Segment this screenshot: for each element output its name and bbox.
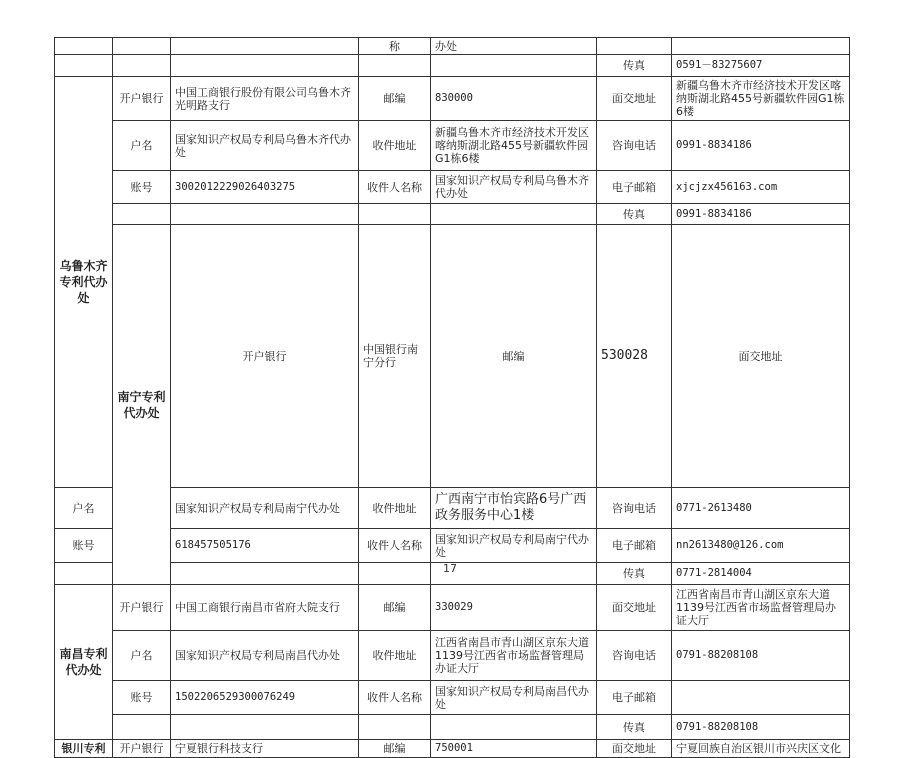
email-label: 电子邮箱: [597, 529, 672, 563]
document-page: [54, 37, 849, 758]
office-name: 乌鲁木齐专利代办处: [55, 77, 113, 488]
empty-cell: [359, 715, 431, 740]
address-label: 面交地址: [597, 585, 672, 631]
fax-value: 0791-88208108: [672, 715, 850, 740]
fax-label: 传真: [597, 563, 672, 585]
address-value: 新疆乌鲁木齐市经济技术开发区喀纳斯湖北路455号新疆软件园G1栋6楼: [672, 77, 850, 121]
empty-cell: [672, 38, 850, 55]
bank-value: 中国工商银行南昌市省府大院支行: [171, 585, 359, 631]
receive-address-label: 收件地址: [359, 488, 431, 529]
phone-value: 0791-88208108: [672, 631, 850, 681]
phone-label: 咨询电话: [597, 121, 672, 171]
address-label: 面交地址: [597, 740, 672, 758]
recipient-label-continued: 称: [359, 38, 431, 55]
postcode-value: 330029: [431, 585, 597, 631]
recipient-label: 收件人名称: [359, 171, 431, 204]
table-row: [55, 631, 850, 681]
postcode-label: 邮编: [359, 77, 431, 121]
fax-label: 传真: [597, 204, 672, 225]
table-row: [55, 715, 850, 740]
table-row: [55, 681, 850, 715]
page-number: 17: [443, 562, 457, 575]
phone-label: 咨询电话: [597, 488, 672, 529]
postcode-value: 750001: [431, 740, 597, 758]
empty-cell: [359, 204, 431, 225]
bank-value: 中国银行南宁分行: [359, 225, 431, 488]
fax-label: 传真: [597, 715, 672, 740]
table-row: [55, 171, 850, 204]
fax-label: 传真: [597, 55, 672, 77]
receive-address-value: 新疆乌鲁木齐市经济技术开发区喀纳斯湖北路455号新疆软件园G1栋6楼: [431, 121, 597, 171]
table-row: [55, 585, 850, 631]
fax-value: 0991-8834186: [672, 204, 850, 225]
phone-value: 0991-8834186: [672, 121, 850, 171]
empty-cell: [431, 55, 597, 77]
receive-address-value: 广西南宁市怡宾路6号广西政务服务中心1楼: [431, 488, 597, 529]
email-value: [672, 681, 850, 715]
table-row: [55, 38, 850, 55]
office-name: 南宁专利代办处: [113, 225, 171, 585]
table-row: [55, 225, 850, 488]
bank-label: 开户银行: [113, 77, 171, 121]
office-name: 南昌专利代办处: [55, 585, 113, 740]
table-row: [55, 740, 850, 758]
empty-cell: [113, 55, 171, 77]
table-row: [55, 204, 850, 225]
recipient-value: 国家知识产权局专利局乌鲁木齐代办处: [431, 171, 597, 204]
email-label: 电子邮箱: [597, 171, 672, 204]
receive-address-label: 收件地址: [359, 631, 431, 681]
account-value: 3002012229026403275: [171, 171, 359, 204]
bank-label: 开户银行: [171, 225, 359, 488]
fax-value: 0771-2814004: [672, 563, 850, 585]
address-value: 宁夏回族自治区银川市兴庆区文化: [672, 740, 850, 758]
empty-cell: [171, 55, 359, 77]
holder-value: 国家知识产权局专利局乌鲁木齐代办处: [171, 121, 359, 171]
account-label: 账号: [113, 681, 171, 715]
receive-address-label: 收件地址: [359, 121, 431, 171]
receive-address-value: 江西省南昌市青山湖区京东大道1139号江西省市场监督管理局办证大厅: [431, 631, 597, 681]
empty-cell: [171, 38, 359, 55]
postcode-label: 邮编: [359, 740, 431, 758]
empty-cell: [113, 38, 171, 55]
recipient-value: 国家知识产权局专利局南宁代办处: [431, 529, 597, 563]
holder-value: 国家知识产权局专利局南宁代办处: [171, 488, 359, 529]
recipient-label: 收件人名称: [359, 529, 431, 563]
table-row: [55, 121, 850, 171]
empty-cell: [171, 715, 359, 740]
empty-cell: [171, 204, 359, 225]
office-name: 银川专利: [55, 740, 113, 758]
table-row: [55, 488, 850, 529]
table-row: [55, 529, 850, 563]
postcode-label: 邮编: [431, 225, 597, 488]
phone-label: 咨询电话: [597, 631, 672, 681]
table-row: [55, 55, 850, 77]
postcode-value: 530028: [597, 225, 672, 488]
phone-value: 0771-2613480: [672, 488, 850, 529]
table-row: [55, 77, 850, 121]
recipient-value-continued: 办处: [431, 38, 597, 55]
recipient-label: 收件人名称: [359, 681, 431, 715]
bank-label: 开户银行: [113, 585, 171, 631]
empty-cell: [431, 204, 597, 225]
empty-cell: [113, 204, 171, 225]
holder-value: 国家知识产权局专利局南昌代办处: [171, 631, 359, 681]
empty-cell: [597, 38, 672, 55]
email-value: xjcjzx456163.com: [672, 171, 850, 204]
bank-label: 开户银行: [113, 740, 171, 758]
fax-value: 0591－83275607: [672, 55, 850, 77]
email-value: nn2613480@126.com: [672, 529, 850, 563]
address-label: 面交地址: [597, 77, 672, 121]
account-value: 1502206529300076249: [171, 681, 359, 715]
patent-office-table: [54, 37, 850, 758]
empty-cell: [113, 715, 171, 740]
email-label: 电子邮箱: [597, 681, 672, 715]
empty-cell: [431, 715, 597, 740]
holder-label: 户名: [55, 488, 113, 529]
address-label: 面交地址: [672, 225, 850, 488]
holder-label: 户名: [113, 121, 171, 171]
holder-label: 户名: [113, 631, 171, 681]
bank-value: 中国工商银行股份有限公司乌鲁木齐光明路支行: [171, 77, 359, 121]
account-label: 账号: [113, 171, 171, 204]
empty-cell: [359, 55, 431, 77]
postcode-label: 邮编: [359, 585, 431, 631]
postcode-value: 830000: [431, 77, 597, 121]
empty-cell: [55, 55, 113, 77]
empty-cell: [55, 38, 113, 55]
recipient-value: 国家知识产权局专利局南昌代办处: [431, 681, 597, 715]
address-value: 江西省南昌市青山湖区京东大道1139号江西省市场监督管理局办证大厅: [672, 585, 850, 631]
account-label: 账号: [55, 529, 113, 563]
bank-value: 宁夏银行科技支行: [171, 740, 359, 758]
account-value: 618457505176: [171, 529, 359, 563]
